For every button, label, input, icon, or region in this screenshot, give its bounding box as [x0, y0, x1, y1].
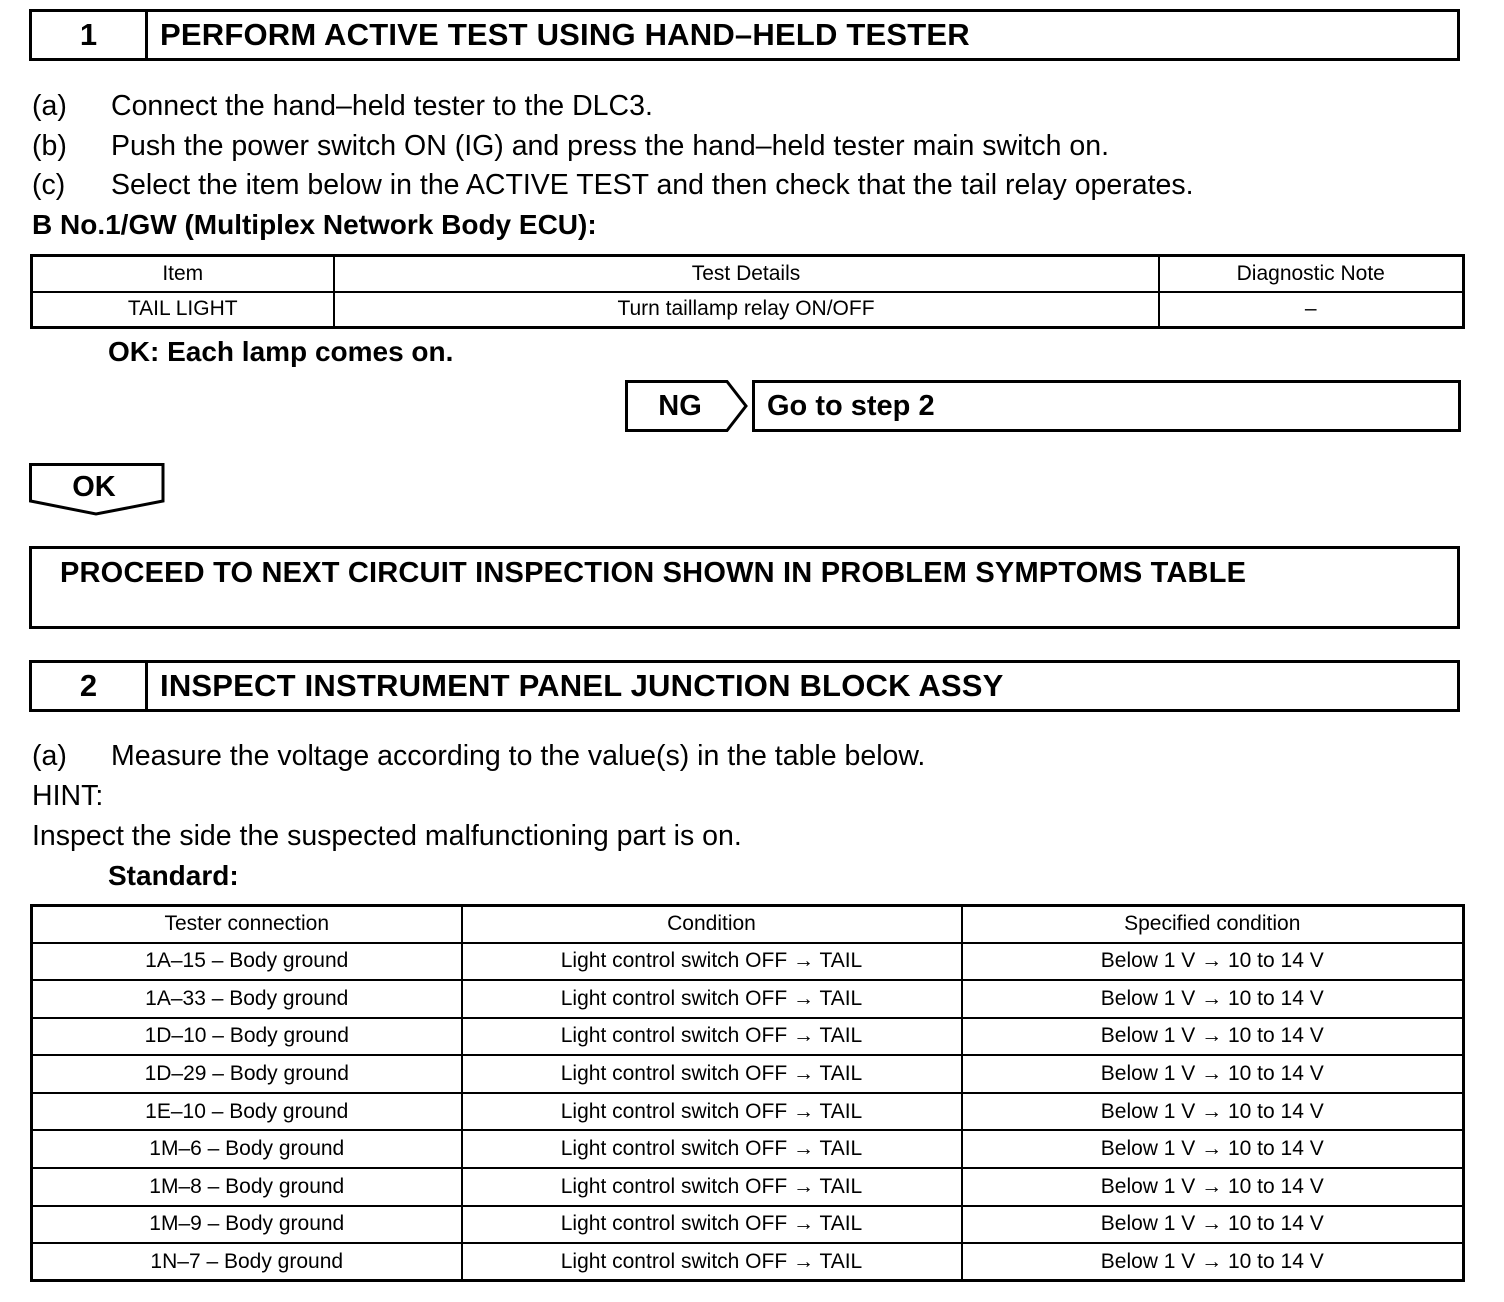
step-1-title: PERFORM ACTIVE TEST USING HAND–HELD TESTER [160, 17, 970, 52]
table-row [32, 1130, 1464, 1168]
step-2-number: 2 [32, 663, 148, 709]
cell-specified-condition: Below 1 V → 10 to 14 V [962, 1130, 1464, 1168]
ecu-table-caption: B No.1/GW (Multiplex Network Body ECU): [32, 209, 597, 240]
cell-condition: Light control switch OFF → TAIL [462, 1093, 962, 1131]
voltage-standard-table [30, 904, 1465, 1282]
header-tester-connection: Tester connection [32, 906, 462, 943]
table-row [32, 1206, 1464, 1244]
cell-tester-connection: 1D–29 – Body ground [32, 1055, 462, 1093]
cell-condition: Light control switch OFF → TAIL [462, 980, 962, 1018]
voltage-header-row [32, 906, 1464, 943]
ng-label: NG [658, 389, 702, 422]
step-1-header [29, 9, 1460, 61]
cell-tester-connection: 1M–8 – Body ground [32, 1168, 462, 1206]
cell-condition: Light control switch OFF → TAIL [462, 1243, 962, 1281]
table-row [32, 292, 1464, 328]
goto-step-2-link[interactable]: Go to step 2 [752, 380, 1461, 432]
cell-tester-connection: 1M–6 – Body ground [32, 1130, 462, 1168]
cell-specified-condition: Below 1 V → 10 to 14 V [962, 1206, 1464, 1244]
header-test-details: Test Details [334, 256, 1159, 292]
ng-arrow [625, 380, 750, 432]
cell-specified-condition: Below 1 V → 10 to 14 V [962, 1055, 1464, 1093]
cell-tester-connection: 1D–10 – Body ground [32, 1018, 462, 1056]
cell-tester-connection: 1A–15 – Body ground [32, 943, 462, 981]
cell-specified-condition: Below 1 V → 10 to 14 V [962, 1168, 1464, 1206]
header-diagnostic-note: Diagnostic Note [1159, 256, 1464, 292]
hint-label: HINT: [32, 780, 104, 812]
hint-text: Inspect the side the suspected malfunctioning part is on. [32, 820, 742, 852]
proceed-box: PROCEED TO NEXT CIRCUIT INSPECTION SHOWN IN PROBLEM SYMPTOMS TABLE [29, 546, 1460, 629]
cell-condition: Light control switch OFF → TAIL [462, 1130, 962, 1168]
step-2-instruction-a-text: Measure the voltage according to the value(s) in the table below. [111, 740, 926, 772]
instruction-c-text: Select the item below in the ACTIVE TEST and then check that the tail relay operates. [111, 169, 1194, 201]
cell-item: TAIL LIGHT [32, 292, 334, 328]
step-1-number: 1 [32, 12, 148, 58]
instruction-c-label: (c) [32, 169, 66, 201]
ok-label: OK [72, 470, 116, 503]
cell-condition: Light control switch OFF → TAIL [462, 943, 962, 981]
standard-label: Standard: [108, 860, 239, 891]
cell-condition: Light control switch OFF → TAIL [462, 1018, 962, 1056]
table-row [32, 1018, 1464, 1056]
voltage-rows [32, 943, 1464, 1281]
table-row [32, 1055, 1464, 1093]
cell-specified-condition: Below 1 V → 10 to 14 V [962, 1243, 1464, 1281]
cell-tester-connection: 1N–7 – Body ground [32, 1243, 462, 1281]
header-item: Item [32, 256, 334, 292]
cell-specified-condition: Below 1 V → 10 to 14 V [962, 1018, 1464, 1056]
cell-tester-connection: 1E–10 – Body ground [32, 1093, 462, 1131]
cell-specified-condition: Below 1 V → 10 to 14 V [962, 1093, 1464, 1131]
cell-diagnostic-note: – [1159, 292, 1464, 328]
table-row [32, 943, 1464, 981]
step-2-title: INSPECT INSTRUMENT PANEL JUNCTION BLOCK ASSY [160, 668, 1004, 703]
step-2-instruction-a-label: (a) [32, 740, 67, 772]
active-test-header-row [32, 256, 1464, 292]
cell-tester-connection: 1M–9 – Body ground [32, 1206, 462, 1244]
cell-specified-condition: Below 1 V → 10 to 14 V [962, 943, 1464, 981]
table-row [32, 1093, 1464, 1131]
instruction-a-label: (a) [32, 90, 67, 122]
header-condition: Condition [462, 906, 962, 943]
cell-tester-connection: 1A–33 – Body ground [32, 980, 462, 1018]
instruction-a-text: Connect the hand–held tester to the DLC3. [111, 90, 653, 122]
cell-condition: Light control switch OFF → TAIL [462, 1168, 962, 1206]
table-row [32, 980, 1464, 1018]
table-row [32, 1168, 1464, 1206]
table-row [32, 1243, 1464, 1281]
ok-arrow [29, 463, 166, 516]
cell-specified-condition: Below 1 V → 10 to 14 V [962, 980, 1464, 1018]
ok-result-text: OK: Each lamp comes on. [108, 336, 454, 367]
step-2-header [29, 660, 1460, 712]
instruction-b-label: (b) [32, 130, 67, 162]
header-specified-condition: Specified condition [962, 906, 1464, 943]
active-test-table [30, 254, 1465, 329]
cell-condition: Light control switch OFF → TAIL [462, 1206, 962, 1244]
cell-test-details: Turn taillamp relay ON/OFF [334, 292, 1159, 328]
instruction-b-text: Push the power switch ON (IG) and press the hand–held tester main switch on. [111, 130, 1109, 162]
cell-condition: Light control switch OFF → TAIL [462, 1055, 962, 1093]
